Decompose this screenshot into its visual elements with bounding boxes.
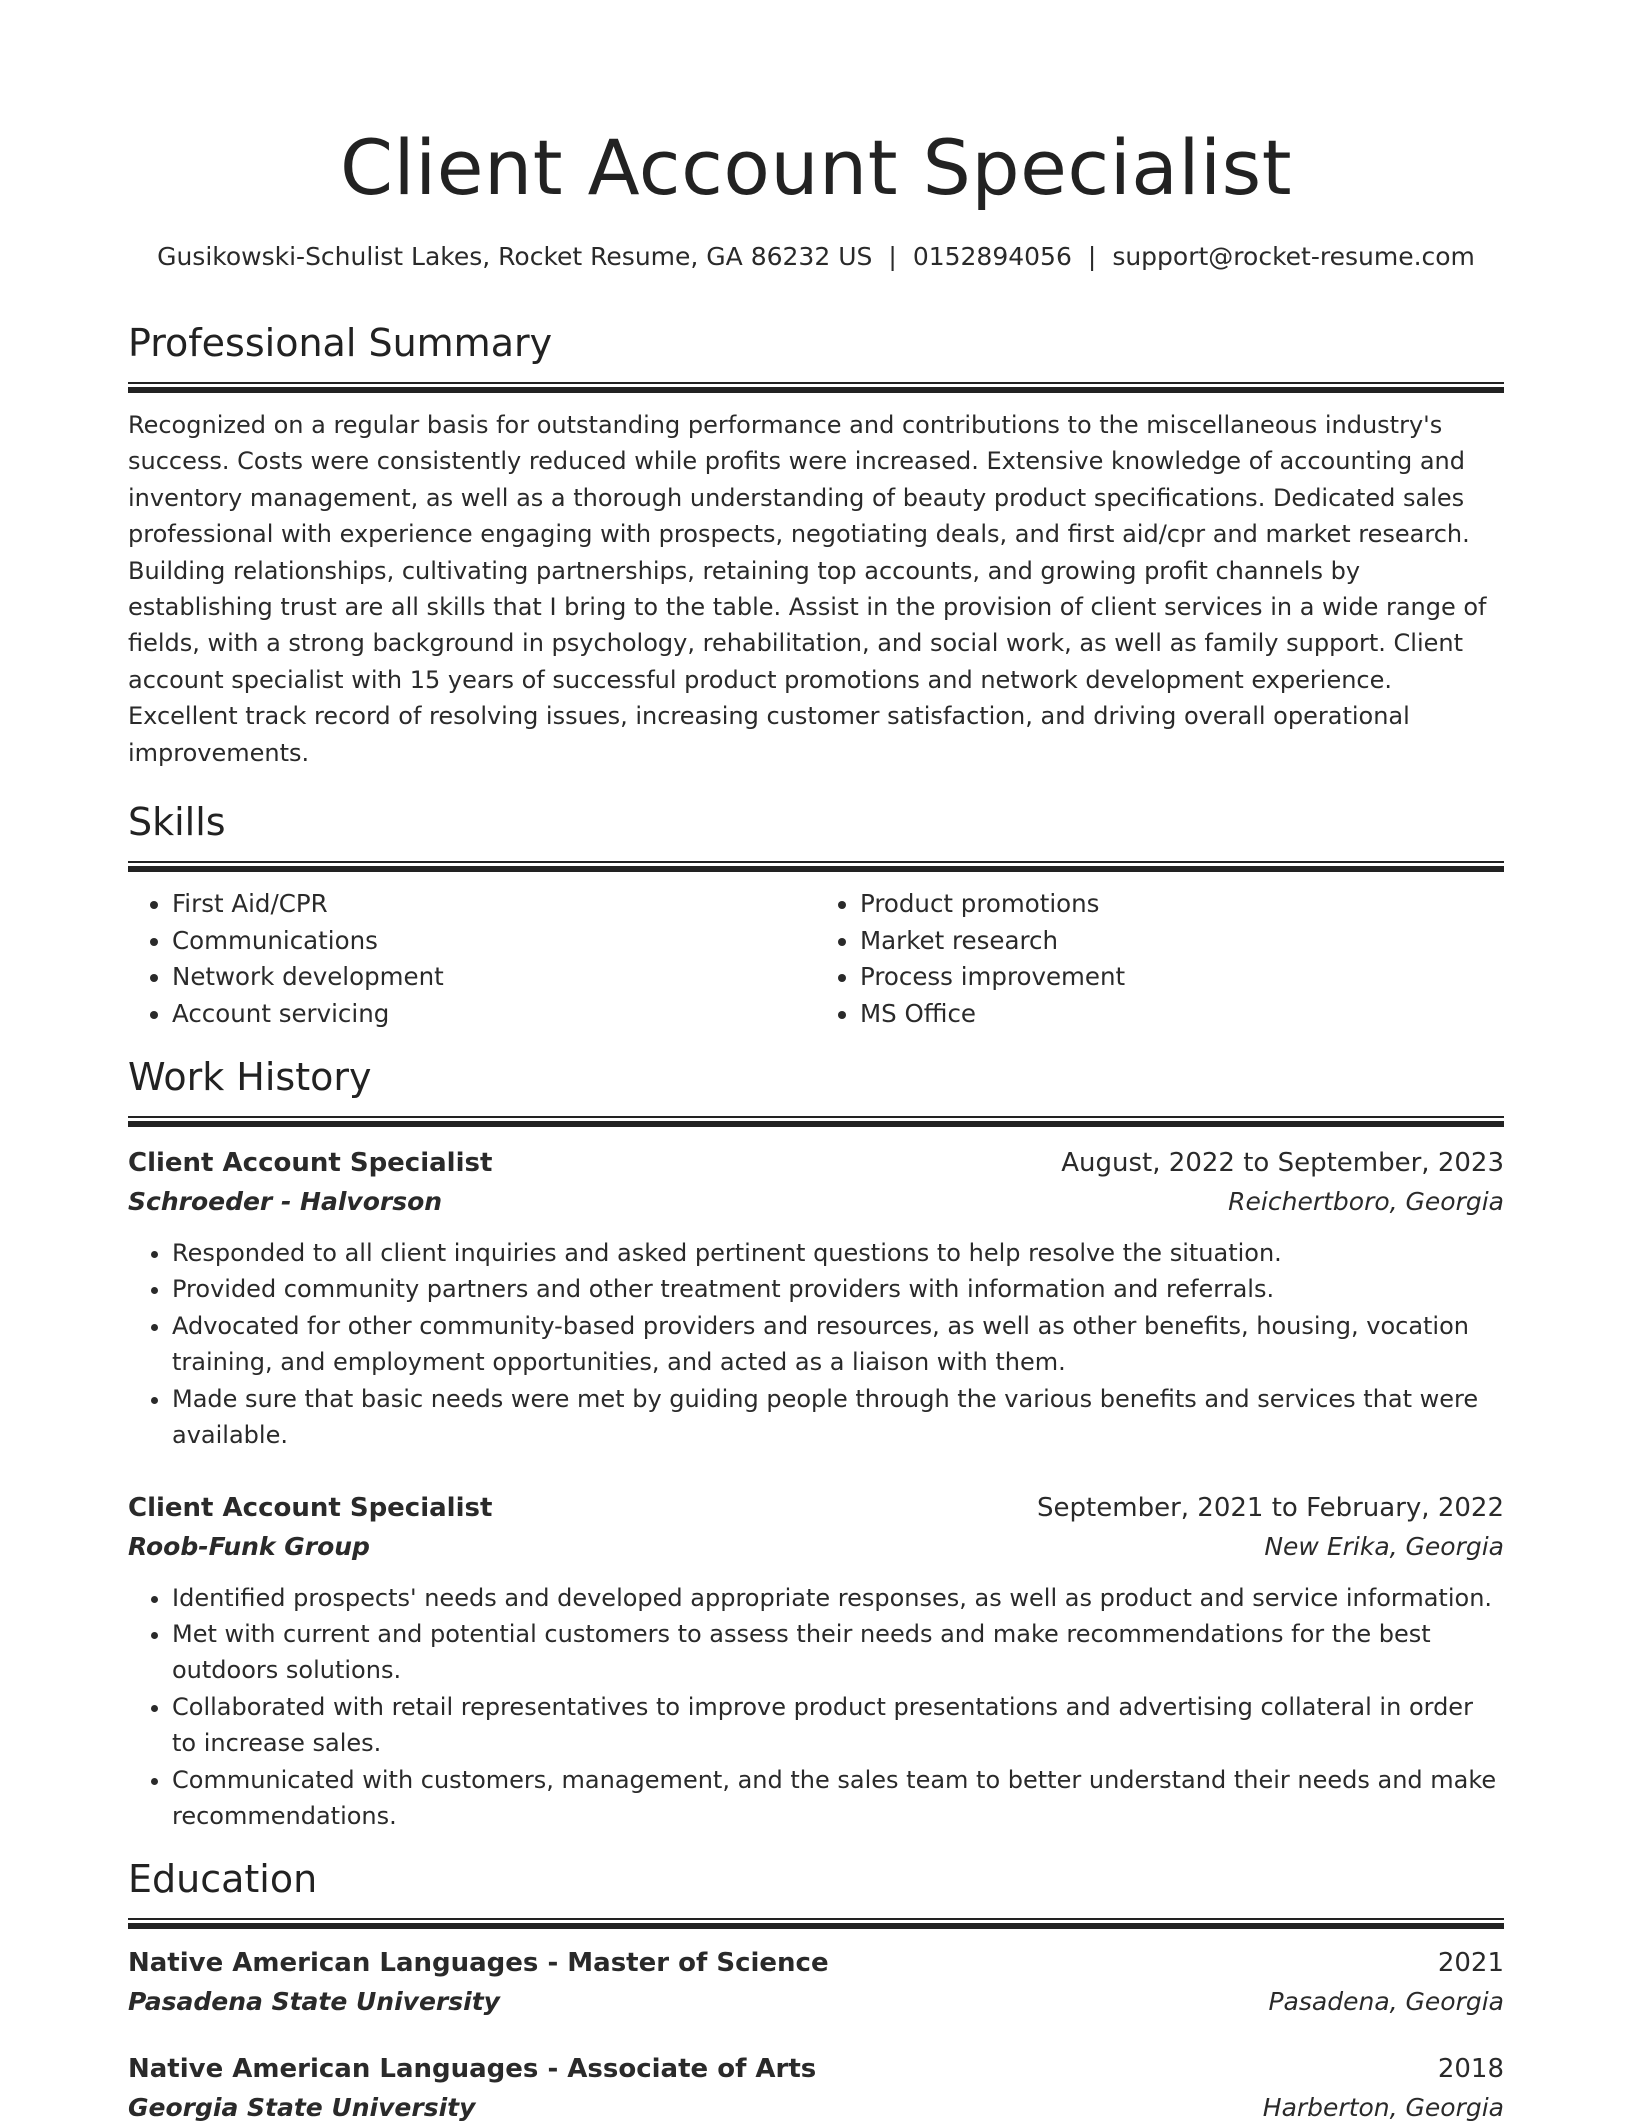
job-header [128,1488,1504,1528]
skill-item: • MS Office [860,996,1504,1033]
section-divider [128,1918,1504,1929]
contact-separator: | [888,242,897,271]
job-company: Roob-Funk Group [128,1531,370,1561]
education-header [128,1943,1504,1983]
job-bullet: • Made sure that basic needs were met by guiding people through the various benefits and services that were available. [172,1381,1504,1454]
education-year: 2018 [1437,2054,1504,2085]
education-school: Georgia State University [128,2093,476,2123]
skill-item: • Account servicing [172,996,816,1033]
section-title-skills: Skills [128,800,226,845]
education-subheader [128,1983,1504,2021]
section-divider [128,382,1504,393]
section-title-work-history: Work History [128,1055,372,1100]
skill-item: • Process improvement [860,959,1504,996]
skill-item: • Product promotions [860,886,1504,923]
job-location: New Erika, Georgia [1264,1531,1504,1561]
job-company: Schroeder - Halvorson [128,1187,443,1217]
job-dates: August, 2022 to September, 2023 [1061,1148,1504,1179]
contact-phone: 0152894056 [912,242,1072,271]
job-bullet: • Responded to all client inquiries and asked pertinent questions to help resolve the situation. [172,1235,1504,1271]
section-divider [128,1116,1504,1127]
section-title-summary: Professional Summary [128,321,553,365]
summary-text: Recognized on a regular basis for outstanding performance and contributions to the miscellaneous industry's success. Costs were consistently reduced while profits were increased. Extensive knowledge of accounting and inventory management, as well as a thorough understanding of beauty product specifications. Dedicated sales professional with experience engaging with prospects, negotiating deals, and first aid/cpr and market research. Building relationships, cultivating partnerships, retaining top accounts, and growing profit channels by establishing trust are all skills that I bring to the table. Assist in the provision of client services in a wide range of fields, with a strong background in psychology, rehabilitation, and social work, as well as family support. Client account specialist with 15 years of successful product promotions and network development experience. Excellent track record of resolving issues, increasing customer satisfaction, and driving overall operational improvements. [128,411,1487,767]
education-year: 2021 [1437,1948,1504,1979]
education-entry [128,1943,1504,2021]
job-bullets [128,1235,1504,1453]
job-bullets [128,1580,1504,1835]
contact-line [128,240,1504,274]
section-divider [128,861,1504,872]
job-header [128,1143,1504,1183]
work-history-section [128,1052,1504,1834]
job-bullet: • Collaborated with retail representatives to improve product presentations and advertising collateral in order to increase sales. [172,1689,1504,1762]
resume-name: Client Account Specialist [339,123,1293,212]
education-entry [128,2049,1504,2127]
skill-item: • Market research [860,923,1504,960]
education-subheader [128,2089,1504,2127]
skill-item: • Network development [172,959,816,996]
education-school: Pasadena State University [128,1987,500,2017]
contact-separator: | [1087,242,1097,271]
education-degree: Native American Languages - Associate of Arts [128,2054,817,2085]
skill-item: • First Aid/CPR [172,886,816,923]
job-location: Reichertboro, Georgia [1228,1187,1504,1217]
education-location: Pasadena, Georgia [1268,1987,1504,2017]
job-subheader [128,1528,1504,1566]
job-title: Client Account Specialist [128,1492,493,1523]
job-bullet: • Identified prospects' needs and developed appropriate responses, as well as product and service information. [172,1580,1504,1616]
job-subheader [128,1183,1504,1221]
job-title: Client Account Specialist [128,1148,493,1179]
education-header [128,2049,1504,2089]
job-bullet: • Provided community partners and other treatment providers with information and referrals. [172,1271,1504,1307]
section-title-education: Education [128,1857,318,1902]
job-dates: September, 2021 to February, 2022 [1037,1492,1504,1523]
job-bullet: • Advocated for other community-based providers and resources, as well as other benefits, housing, vocation training, and employment opportunities, and acted as a liaison with them. [172,1308,1504,1381]
job-entry [128,1488,1504,1835]
contact-address: Gusikowski-Schulist Lakes, Rocket Resume, GA 86232 US [157,242,873,271]
skills-column-left [128,886,816,1032]
skills-list [128,886,1504,1032]
education-degree: Native American Languages - Master of Science [128,1948,829,1979]
skill-item: • Communications [172,923,816,960]
contact-email: support@rocket-resume.com [1112,242,1475,271]
summary-section [128,318,1504,771]
job-bullet: • Met with current and potential customers to assess their needs and make recommendations for the best outdoors solutions. [172,1616,1504,1689]
job-entry [128,1143,1504,1453]
skills-section [128,797,1504,1032]
job-bullet: • Communicated with customers, management, and the sales team to better understand their needs and make recommendations. [172,1762,1504,1835]
skills-column-right [816,886,1504,1032]
education-section [128,1854,1504,2127]
education-location: Harberton, Georgia [1262,2093,1504,2123]
